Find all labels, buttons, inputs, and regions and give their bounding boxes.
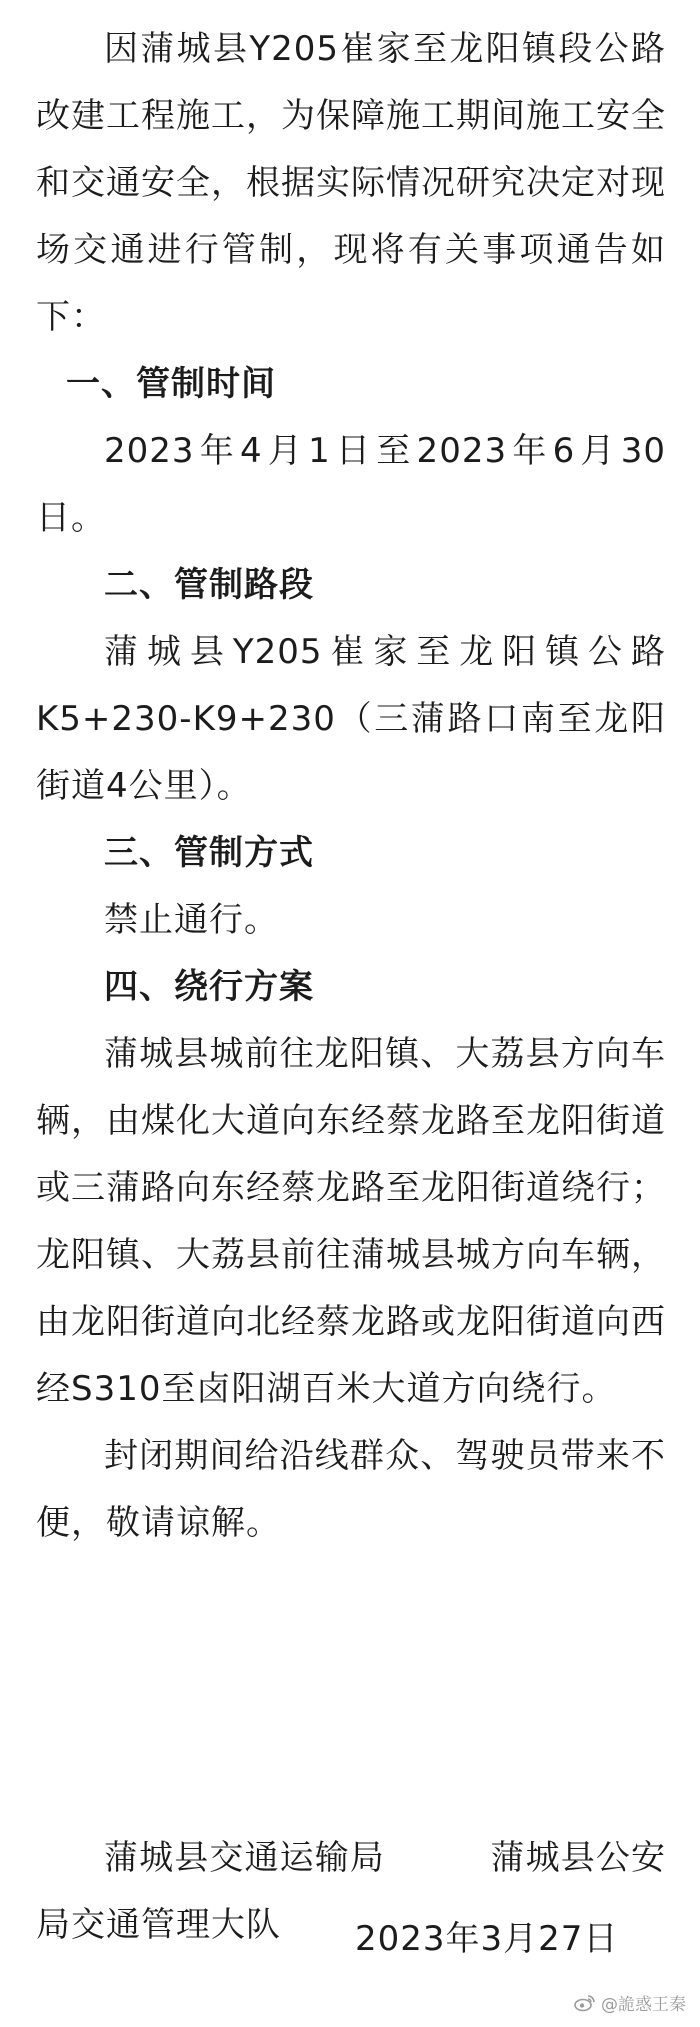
- notice-date: 2023年3月27日: [355, 1919, 619, 1959]
- section-body-time: 2023年4月1日至2023年6月30日。: [36, 431, 666, 538]
- section-heading-time: 一、管制时间: [66, 364, 276, 404]
- watermark: [574, 1990, 686, 2015]
- section-body-method: 禁止通行。: [104, 900, 279, 940]
- blank-space: [36, 1557, 666, 1825]
- section-heading-method: 三、管制方式: [104, 833, 314, 873]
- notice-intro: 因蒲城县Y205崔家至龙阳镇段公路改建工程施工，为保障施工期间施工安全和交通安全，根据实际情况研究决定对现场交通进行管制，现将有关事项通告如下：: [36, 29, 666, 337]
- watermark-text: @詭惑王秦: [601, 1995, 686, 2015]
- section-heading-road: 二、管制路段: [104, 565, 314, 605]
- section-heading-detour: 四、绕行方案: [104, 967, 314, 1007]
- notice-closing: 封闭期间给沿线群众、驾驶员带来不便，敬请谅解。: [36, 1436, 666, 1543]
- notice-document: [36, 16, 666, 1959]
- section-body-road: 蒲城县Y205崔家至龙阳镇公路K5+230-K9+230（三蒲路口南至龙阳街道4公里）。: [36, 632, 666, 806]
- section-body-detour: 蒲城县城前往龙阳镇、大荔县方向车辆，由煤化大道向东经蔡龙路至龙阳街道或三蒲路向东经蔡龙路至龙阳街道绕行；龙阳镇、大荔县前往蒲城县城方向车辆，由龙阳街道向北经蔡龙路或龙阳街道向西经S310至卤阳湖百米大道方向绕行。: [36, 1034, 666, 1409]
- weibo-logo-icon: [574, 1994, 596, 2012]
- notice-issuers: 蒲城县交通运输局 蒲城县公安局交通管理大队: [36, 1838, 666, 1945]
